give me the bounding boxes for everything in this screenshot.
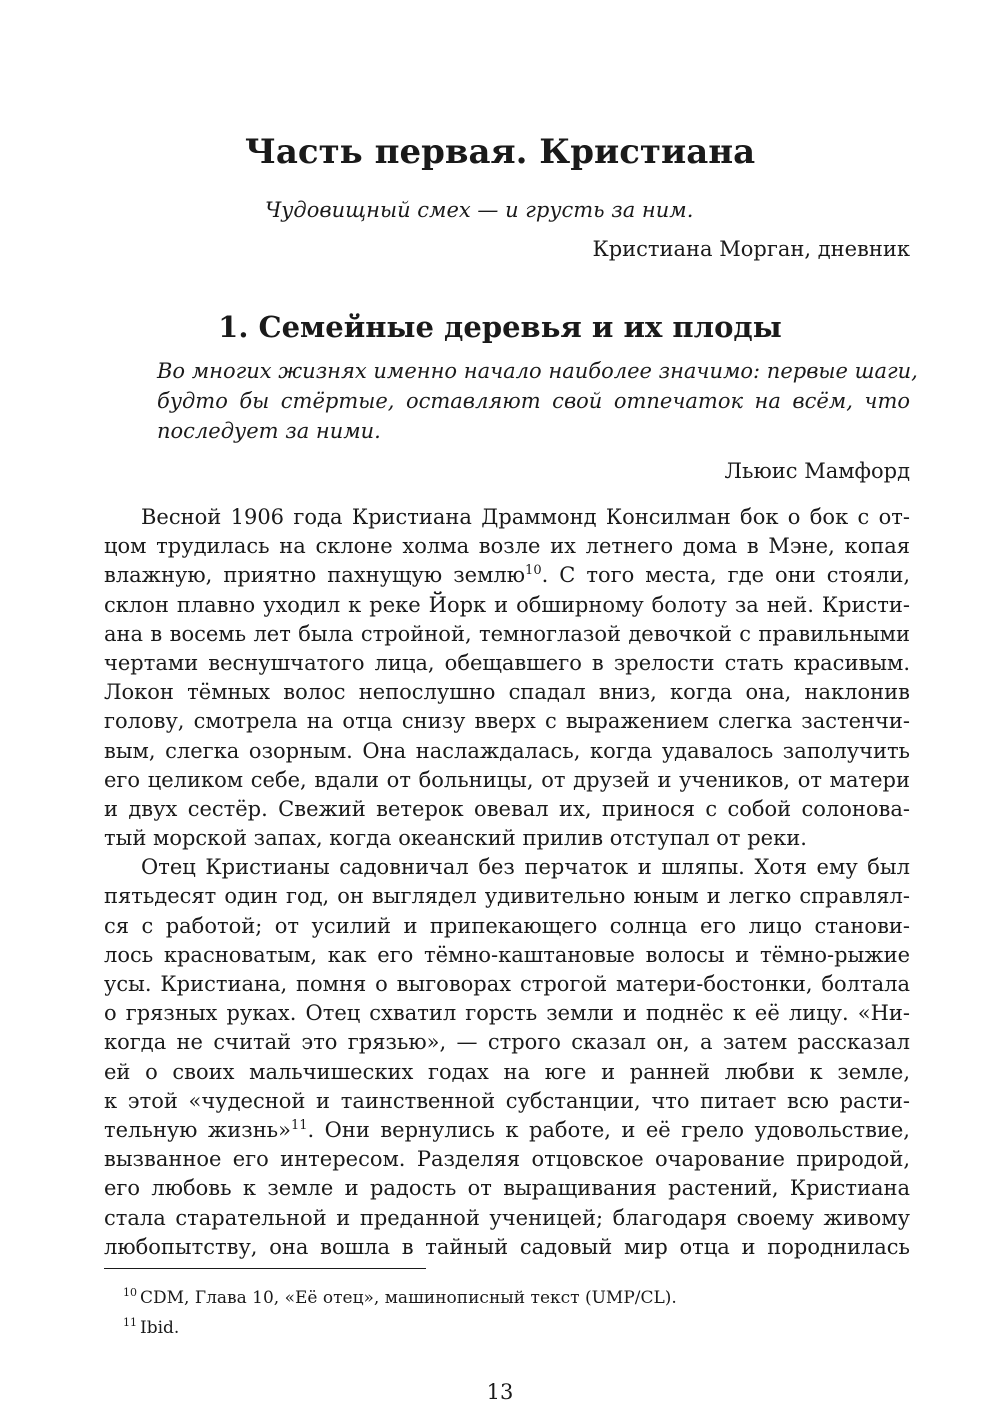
text-line: лось красноватым, как его тёмно-каштановые волосы и тёмно-рыжие [104, 942, 910, 967]
part-title: Часть первая. Кристиана [244, 132, 756, 172]
epigraph-line: будто бы стёртые, оставляют свой отпечаток на всём, что [157, 389, 910, 413]
footnote [123, 1283, 677, 1313]
text-line: к этой «чудесной и таинственной субстанции, что питает всю расти- [104, 1088, 910, 1113]
text-line: любопытству, она вошла в тайный садовый мир отца и породнилась [104, 1234, 910, 1259]
text-line: Отец Кристианы садовничал без перчаток и шляпы. Хотя ему был [141, 855, 910, 880]
chapter-epigraph [157, 356, 918, 446]
footnote-divider [104, 1268, 426, 1269]
chapter-epigraph-author: Льюис Мамфорд [724, 459, 910, 483]
body-text [104, 503, 910, 1262]
text-line: его целиком себе, вдали от больницы, от друзей и учеников, от матери [104, 767, 910, 792]
epigraph-author: Кристиана Морган, дневник [592, 237, 910, 261]
text-line: усы. Кристиана, помня о выговорах строгой матери-бостонки, болтала [104, 972, 910, 996]
footnotes [123, 1283, 677, 1343]
text-line: ей о своих мальчишеских годах на юге и ранней любви к земле, [104, 1059, 910, 1084]
footnote-ref[interactable]: 11 [290, 1117, 308, 1133]
text-line: вызванное его интересом. Разделяя отцовское очарование природой, [104, 1147, 910, 1172]
footnote-text: CDM, Глава 10, «Её отец», машинописный текст (UMP/CL). [140, 1288, 677, 1308]
epigraph-line: последует за ними. [157, 419, 381, 443]
footnote [123, 1313, 677, 1343]
text-line: голову, смотрела на отца снизу вверх с выражением слегка застенчи- [104, 709, 910, 734]
text-fragment: . Они вернулись к работе, и её грело удовольствие, [307, 1117, 910, 1142]
text-line: склон плавно уходил к реке Йорк и обширному болоту за ней. Кристи- [104, 592, 910, 617]
text-line: и двух сестёр. Свежий ветерок овевал их, принося с собой солонова- [104, 796, 910, 821]
text-line: чертами веснушчатого лица, обещавшего в зрелости стать красивым. [104, 650, 910, 675]
text-line [104, 1116, 910, 1145]
text-line: Локон тёмных волос непослушно спадал вниз, когда она, наклонив [104, 680, 910, 705]
text-line: стала старательной и преданной ученицей; благодаря своему живому [104, 1205, 910, 1230]
footnote-number: 10 [123, 1286, 137, 1299]
text-line: ся с работой; от усилий и припекающего солнца его лицо станови- [104, 913, 910, 938]
text-line: цом трудилась на склоне холма возле их летнего дома в Мэне, копая [104, 534, 910, 559]
epigraph-quote: Чудовищный смех — и грусть за ним. [265, 198, 694, 222]
footnote-ref[interactable]: 10 [525, 563, 542, 579]
text-line [104, 561, 910, 590]
text-fragment: . С того места, где они стояли, [541, 563, 910, 588]
text-line: о грязных руках. Отец схватил горсть земли и поднёс к её лицу. «Ни- [104, 1001, 910, 1026]
text-line: Весной 1906 года Кристиана Драммонд Консилман бок о бок с от- [141, 505, 910, 529]
text-line: тый морской запах, когда океанский прилив отступал от реки. [104, 826, 807, 851]
epigraph-line: Во многих жизнях именно начало наиболее значимо: первые шаги, [157, 359, 918, 383]
text-line: его любовь к земле и радость от выращивания растений, Кристиана [104, 1176, 910, 1201]
chapter-title: 1. Семейные деревья и их плоды [218, 310, 782, 344]
text-line: вым, слегка озорным. Она наслаждалась, когда удавалось заполучить [104, 738, 910, 763]
text-line: пятьдесят один год, он выглядел удивительно юным и легко справлял- [104, 884, 910, 909]
text-fragment: влажную, приятно пахнущую землю [104, 563, 526, 588]
text-line: ана в восемь лет была стройной, темноглазой девочкой с правильными [104, 621, 910, 646]
footnote-text: Ibid. [140, 1318, 180, 1338]
footnote-number: 11 [123, 1316, 137, 1329]
page-number: 13 [486, 1380, 514, 1404]
text-line: когда не считай это грязью», — строго сказал он, а затем рассказал [104, 1030, 910, 1055]
text-fragment: тельную жизнь» [104, 1117, 291, 1142]
